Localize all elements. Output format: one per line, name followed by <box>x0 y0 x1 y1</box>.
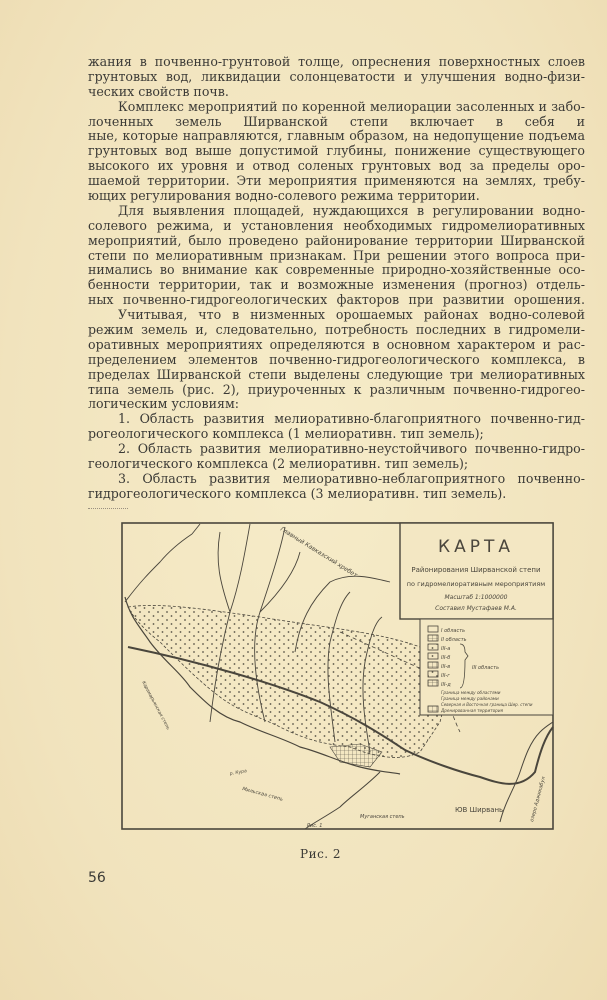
text-line: грунтовых вод, ликвидации солонцеватости и улучшения водно-физи- <box>88 69 585 84</box>
legend-line: Граница между районами <box>441 696 499 701</box>
text-line: пределах Ширванской степи выделены следующие три мелиоративных <box>88 367 585 382</box>
zone-region <box>128 605 450 757</box>
print-artifact <box>88 508 128 510</box>
text-line: пределением элементов почвенно-гидрогеологического комплекса, в <box>88 352 585 367</box>
legend-item: III-д <box>441 682 451 688</box>
label-kura: р. Кура <box>229 769 248 777</box>
label-fig: Рис. 1 <box>307 823 323 829</box>
label-west-steppe: Карамарьянская степь <box>140 680 171 731</box>
legend-item: III-б <box>441 655 451 661</box>
text-line: Комплекс мероприятий по коренной мелиорации засоленных и забо- <box>118 99 585 114</box>
text-line: ческих свойств почв. <box>88 84 229 99</box>
label-ridge: Главный Кавказский хребет <box>278 525 359 580</box>
text-line: шаемой территории. Эти мероприятия применяются на землях, требу- <box>88 174 585 189</box>
text-line: 1. Область развития мелиоративно-благоприятного почвенно-гид- <box>118 412 585 427</box>
text-line: ных почвенно-гидрогеологических факторов при развитии орошения. <box>88 293 585 308</box>
text-line: ные, которые направляются, главным образом, на недопущение подъема <box>88 129 585 144</box>
legend-line: Граница между областями <box>441 690 501 695</box>
text-line: солевого режима, и установления необходимых гидромелиоративных <box>88 218 585 233</box>
legend-item: I область <box>441 628 466 634</box>
map-title: КАРТА <box>438 537 514 557</box>
legend-item: III-г <box>441 673 450 679</box>
map-subtitle-2: по гидромелиоративным мероприятиям <box>406 580 546 588</box>
text-line: Для выявления площадей, нуждающихся в регулировании водно- <box>118 203 585 218</box>
text-line: мероприятий, было проведено районирование территории Ширванской <box>88 233 585 248</box>
text-line: степи по мелиоративным признакам. При решении этого вопроса при- <box>88 248 585 263</box>
text-line: ющих регулирования водно-солевого режима территории. <box>88 189 480 204</box>
text-line: типа земель (рис. 2), приуроченных к различным почвенно-гидрогео- <box>88 382 585 397</box>
legend-item: II область <box>441 637 467 643</box>
label-mil: Мильская степь <box>241 786 284 803</box>
text-line: жания в почвенно-грунтовой толще, опреснения поверхностных слоев <box>88 55 585 69</box>
map-figure <box>120 522 555 832</box>
text-line: лоченных земель Ширванской степи включает в себя и <box>88 114 585 129</box>
map-subtitle-1: Районирования Ширванской степи <box>411 566 541 574</box>
text-line: бенности территории, так и возможные изменения (прогноз) отдель- <box>88 278 585 293</box>
legend-item: III-а <box>441 646 451 652</box>
label-lake: озеро Аджикабул <box>529 775 547 823</box>
text-line: 2. Область развития мелиоративно-неустойчивого почвенно-гидро- <box>118 442 585 457</box>
legend-item: III-в <box>441 664 451 670</box>
label-sw-shirvan: ЮВ Ширвань <box>455 806 504 814</box>
legend-group: III область <box>472 665 500 671</box>
text-line: Учитывая, что в низменных орошаемых районах водно-солевой <box>118 308 585 323</box>
label-mugan: Муганская степь <box>360 814 405 820</box>
map-author: Составил Мустафаев М.А. <box>435 605 517 612</box>
page-number: 56 <box>88 870 106 886</box>
text-line: оративных мероприятиях определяются в основном характером и рас- <box>88 337 585 352</box>
text-line: рогеологического комплекса (1 мелиоративн. тип земель); <box>88 427 484 442</box>
text-line: логическим условиям: <box>88 397 239 412</box>
text-line: режим земель и, следовательно, потребность последних в гидромели- <box>88 323 585 338</box>
text-line: геологического комплекса (2 мелиоративн. тип земель); <box>88 457 469 472</box>
text-line: нимались во внимание как современные природно-хозяйственные осо- <box>88 263 585 278</box>
figure-caption: Рис. 2 <box>300 847 342 861</box>
text-line: грунтовых вод выше допустимой глубины, понижение существующего <box>88 144 585 159</box>
legend-line: Дренированная территория <box>441 708 504 713</box>
body-text <box>88 55 585 502</box>
text-line: 3. Область развития мелиоративно-неблагоприятного почвенно- <box>118 471 585 486</box>
text-line: гидрогеологического комплекса (3 мелиоративн. тип земель). <box>88 486 507 501</box>
text-line: высокого их уровня и отвод соленых грунтовых вод за пределы оро- <box>88 159 585 174</box>
legend-line: Северная и Восточная граница Шир. степи <box>441 702 533 707</box>
map-scale: Масштаб 1:1000000 <box>444 594 508 601</box>
